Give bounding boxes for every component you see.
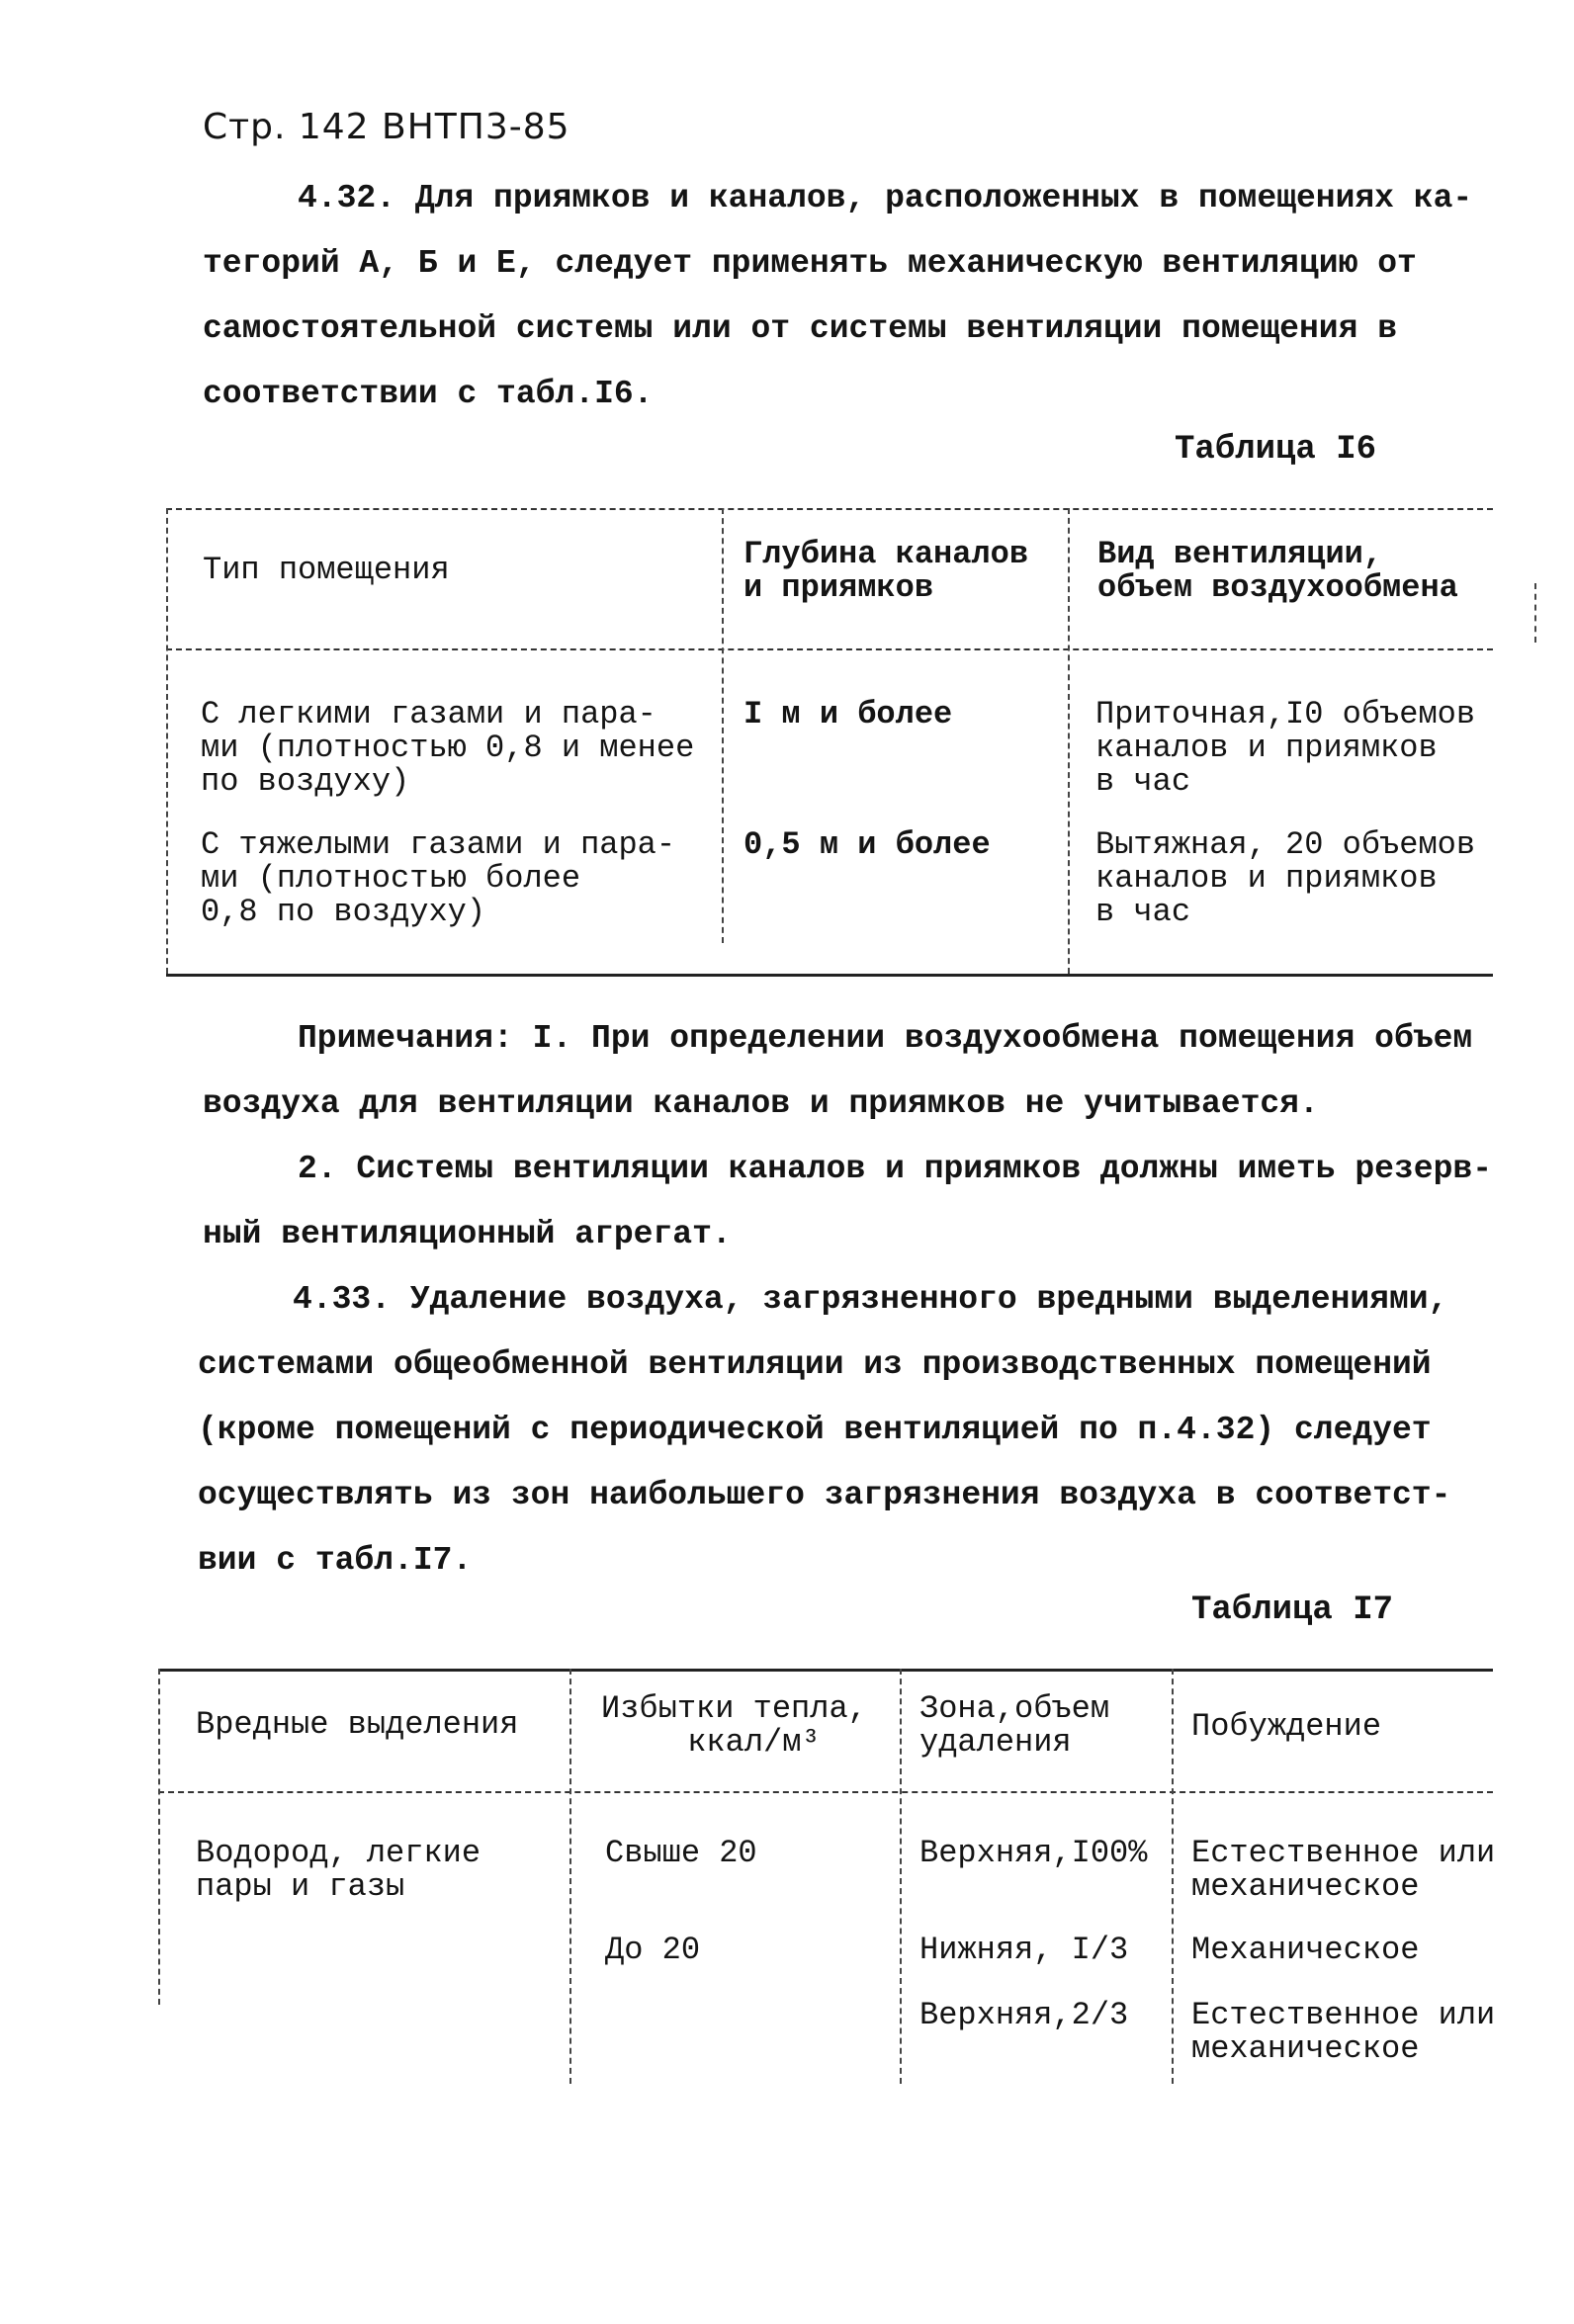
text-line: системами общеобменной вентиляции из производственных помещений (198, 1346, 1432, 1383)
table17-caption: Таблица I7 (1191, 1592, 1394, 1629)
text-line: (кроме помещений с периодической вентиляцией по п.4.32) следует (198, 1412, 1432, 1448)
text-line: 2. Системы вентиляции каналов и приямков должны иметь резерв- (298, 1151, 1492, 1187)
cell-text: ми (плотностью 0,8 и менее (201, 730, 695, 766)
table16-caption: Таблица I6 (1175, 431, 1377, 469)
table-rule (158, 1669, 1493, 1672)
cell-text: в час (1095, 894, 1191, 930)
text-line: соответствии с табл.I6. (203, 376, 654, 412)
table17-emission-cell (196, 1837, 481, 1904)
text-line: самостоятельной системы или от системы вентиляции помещения в (203, 310, 1397, 347)
cell-text: каналов и приямков (1095, 730, 1438, 766)
cell-text: механическое (1191, 2030, 1420, 2067)
text-line: вии с табл.I7. (198, 1542, 473, 1579)
cell-text: Свыше 20 (605, 1835, 757, 1871)
table17-row2-zone (919, 1934, 1128, 1967)
cell-text: До 20 (605, 1932, 701, 1968)
table16-row1-depth (743, 698, 952, 732)
text-line: 4.33. Удаление воздуха, загрязненного вредными выделениями, (293, 1281, 1448, 1318)
table-rule (166, 648, 1493, 650)
cell-text: Верхняя,I00% (919, 1835, 1148, 1871)
table17-row2-heat (605, 1934, 700, 1967)
table-rule (166, 974, 1493, 977)
table16-header-vent (1097, 538, 1458, 605)
cell-text: С тяжелыми газами и пара- (201, 826, 676, 863)
table17-row1-drive (1191, 1837, 1495, 1904)
header-text: Избытки тепла, (601, 1690, 867, 1727)
table17-header-emissions (196, 1708, 518, 1742)
table-rule (166, 508, 1493, 510)
header-text: Вид вентиляции, (1097, 536, 1383, 572)
cell-text: ми (плотностью более (201, 860, 581, 897)
cell-text: Вытяжная, 20 объемов (1095, 826, 1476, 863)
text-line: 4.32. Для приямков и каналов, расположенных в помещениях ка- (298, 180, 1473, 216)
table-divider (158, 1669, 160, 2005)
table16-row2-type (201, 828, 675, 929)
table17-header-heat (601, 1692, 867, 1760)
cell-text: Естественное или (1191, 1835, 1496, 1871)
table17-row1-zone (919, 1837, 1147, 1870)
table17-row3-zone (919, 1999, 1128, 2032)
table16-row1-vent (1095, 698, 1475, 799)
header-text: Зона,объем (919, 1690, 1110, 1727)
table16-row2-vent (1095, 828, 1475, 929)
table-divider (569, 1669, 571, 2084)
text-line: осуществлять из зон наибольшего загрязнения воздуха в соответст- (198, 1477, 1451, 1513)
text-line: воздуха для вентиляции каналов и приямков не учитывается. (203, 1085, 1319, 1122)
table-divider (1534, 583, 1536, 643)
text-line: тегорий А, Б и Е, следует применять механическую вентиляцию от (203, 245, 1417, 282)
table-divider (166, 508, 168, 974)
header-text: ккал/м³ (687, 1724, 821, 1761)
header-text: Вредные выделения (196, 1706, 519, 1743)
cell-text: механическое (1191, 1868, 1420, 1905)
header-text: удаления (919, 1724, 1072, 1761)
table16-row2-depth (743, 828, 991, 862)
text-line: ный вентиляционный агрегат. (203, 1216, 732, 1252)
notes (203, 1006, 1492, 1267)
cell-text: Механическое (1191, 1932, 1420, 1968)
table-divider (722, 508, 724, 943)
table16-header-depth (743, 538, 1028, 605)
cell-text: пары и газы (196, 1868, 405, 1905)
table17-header-drive (1191, 1710, 1381, 1744)
table17-row2-drive (1191, 1934, 1419, 1967)
text-line: Примечания: I. При определении воздухообмена помещения объем (298, 1020, 1473, 1057)
cell-text: Естественное или (1191, 1997, 1496, 2033)
cell-text: 0,8 по воздуху) (201, 894, 486, 930)
paragraph-4-32 (203, 166, 1488, 427)
table17-row3-drive (1191, 1999, 1495, 2066)
header-text: Глубина каналов (743, 536, 1029, 572)
cell-text: Верхняя,2/3 (919, 1997, 1129, 2033)
cell-text: 0,5 м и более (743, 826, 991, 863)
table16-header-type (203, 554, 450, 587)
header-text: и приямков (743, 569, 934, 606)
paragraph-4-33 (198, 1267, 1483, 1593)
table17-row1-heat (605, 1837, 757, 1870)
cell-text: С легкими газами и пара- (201, 696, 656, 732)
header-text: объем воздухообмена (1097, 569, 1458, 606)
table-divider (900, 1669, 902, 2084)
header-text: Тип помещения (203, 552, 450, 588)
cell-text: по воздуху) (201, 763, 410, 800)
cell-text: I м и более (743, 696, 953, 732)
page-header: Стр. 142 ВНТП3-85 (203, 107, 570, 147)
cell-text: каналов и приямков (1095, 860, 1438, 897)
cell-text: в час (1095, 763, 1191, 800)
cell-text: Приточная,I0 объемов (1095, 696, 1476, 732)
table-divider (1068, 508, 1070, 974)
table17-header-zone (919, 1692, 1109, 1760)
header-text: Побуждение (1191, 1708, 1382, 1745)
table-rule (158, 1791, 1493, 1793)
cell-text: Водород, легкие (196, 1835, 481, 1871)
table-divider (1172, 1669, 1174, 2084)
cell-text: Нижняя, I/3 (919, 1932, 1129, 1968)
table16-row1-type (201, 698, 694, 799)
